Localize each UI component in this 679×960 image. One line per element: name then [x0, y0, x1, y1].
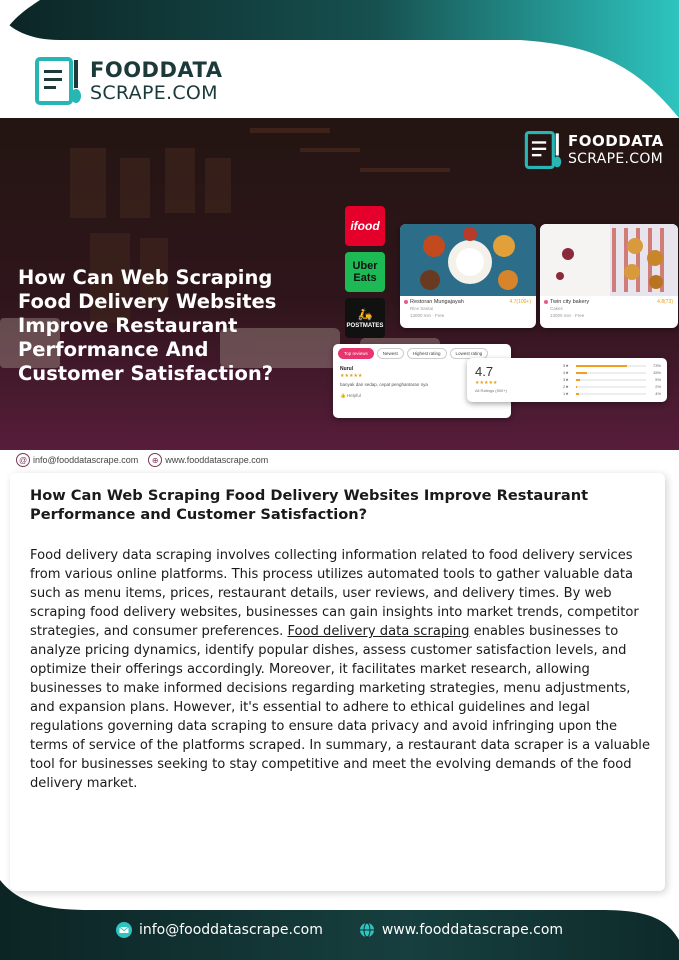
footer-website-text: www.fooddatascrape.com [381, 922, 564, 938]
rating-value: 4.7 [475, 364, 494, 379]
food-platter-image [400, 224, 536, 296]
hero-logo-line2: SCRAPE.COM [568, 151, 664, 167]
logo-wordmark-line1: FOODDATA [90, 57, 223, 82]
brand-logo[interactable] [34, 56, 222, 106]
article-body-part1: Food delivery data scraping involves collecting information related to food delivery services from various online platforms. This process utilizes automated tools to gather valuable data such as menu items, prices, restaurant details, user reviews, and delivery times. By web scraping food delivery websites, businesses can gain insights into market trends, competitor strategies, and consumer preferences. [30, 548, 639, 639]
rating-stars: ★★★★★ [475, 380, 498, 386]
rating-row-bar [576, 393, 646, 395]
restaurant-category: Cakes [550, 306, 563, 311]
rating-row-percent: 15% [652, 370, 661, 375]
rating-row-fill [576, 386, 577, 388]
rating-row-percent: 73% [652, 363, 661, 368]
footer-email[interactable] [116, 922, 323, 938]
review-stars: ★★★★★ [340, 373, 363, 379]
rating-row [563, 369, 661, 376]
article-body-part2: enables businesses to analyze pricing dynamics, identify popular dishes, assess customer satisfaction levels, and optimize their offerings accordingly. Moreover, it facilitates market research, allowing businesses to make informed decisions regarding marketing strategies, menu adjustments, and expansion plans. However, it's essential to adhere to ethical guidelines and legal regulations governing data scraping to ensure data privacy and avoid infringing upon the terms of service of the platforms scraped. In summary, a restaurant data scraper is a valuable tool for businesses seeking to stay competitive and meet the evolving demands of the food delivery market. [30, 624, 651, 791]
tab-newest: Newest [377, 348, 404, 359]
globe-icon [359, 922, 375, 938]
helpful-label: 👍 Helpful [340, 393, 361, 398]
postmates-logo [345, 298, 385, 338]
rating-row-percent: 2% [655, 384, 661, 389]
rating-row [563, 390, 661, 397]
footer-website[interactable] [359, 922, 563, 938]
bakery-image [540, 224, 678, 296]
rating-row-bar [576, 379, 646, 381]
rating-row-label: 3★ [563, 377, 569, 382]
ifood-logo: ifood [345, 206, 385, 246]
contact-email[interactable] [16, 453, 138, 467]
rating-summary-card [467, 358, 667, 402]
restaurant-meta: 13000 min · Free [410, 313, 445, 318]
rating-row [563, 383, 661, 390]
contact-strip [16, 453, 268, 467]
hero-banner [0, 118, 679, 450]
uber-eats-logo: Uber Eats [345, 252, 385, 292]
hero-title: How Can Web Scraping Food Delivery Websites Improve Restaurant Performance And Customer Satisfaction? [18, 266, 277, 385]
notepad-fork-icon [34, 56, 82, 106]
restaurant-card [400, 224, 536, 328]
contact-email-text: info@fooddatascrape.com [33, 455, 139, 465]
article-title: How Can Web Scraping Food Delivery Websites Improve Restaurant Performance and Customer Satisfaction? [30, 487, 589, 523]
envelope-icon [116, 922, 132, 938]
restaurant-rating: 4.8(73) [657, 299, 673, 305]
rating-distribution [563, 362, 661, 397]
article-body [30, 546, 650, 793]
footer-links [0, 922, 679, 938]
restaurant-card [540, 224, 678, 328]
food-delivery-scraping-link[interactable]: Food delivery data scraping [287, 624, 470, 639]
rating-row-bar [576, 365, 646, 367]
postmates-label: POSTMATES [346, 323, 384, 329]
contact-website-text: www.fooddatascrape.com [165, 455, 269, 465]
thumbs-up-icon: 👍 [340, 393, 346, 398]
rating-row-percent: 5% [655, 377, 661, 382]
rating-count: All Ratings (500+) [475, 388, 507, 393]
restaurant-category: Rice Santai [410, 306, 434, 311]
postmates-courier-icon: 🛵 [357, 307, 373, 321]
reviewer-name: Nurul [340, 366, 354, 372]
tab-top-reviews: Top reviews [338, 348, 374, 359]
restaurant-name: Twin city bakery 4.8(73) [540, 296, 678, 305]
rating-row-fill [576, 372, 587, 374]
rating-row-fill [576, 365, 627, 367]
contact-website[interactable] [148, 453, 268, 467]
restaurant-meta: 13000 min · Free [550, 313, 585, 318]
rating-row-fill [576, 393, 579, 395]
hero-logo-line1: FOODDATA [568, 132, 664, 150]
rating-row-label: 1★ [563, 391, 569, 396]
restaurant-name: Restoran Mungajayah 4.7(100+) [400, 296, 536, 305]
notepad-fork-icon [524, 130, 562, 170]
logo-wordmark-line2: SCRAPE.COM [90, 81, 218, 104]
rating-row-bar [576, 386, 646, 388]
rating-row-label: 5★ [563, 363, 569, 368]
globe-icon: ⊕ [148, 453, 162, 467]
tab-highest-rating: Highest rating [407, 348, 447, 359]
footer-email-text: info@fooddatascrape.com [138, 922, 323, 938]
rating-row-fill [576, 379, 580, 381]
rating-row-label: 4★ [563, 370, 569, 375]
article-card [10, 473, 665, 891]
rating-row-label: 2★ [563, 384, 569, 389]
footer-band [0, 880, 679, 960]
rating-row-bar [576, 372, 646, 374]
rating-row [563, 376, 661, 383]
rating-row [563, 362, 661, 369]
review-text: banyak dan sedap, cepat penghantaran nya [340, 382, 428, 387]
at-sign-icon: @ [16, 453, 30, 467]
restaurant-rating: 4.7(100+) [509, 299, 531, 305]
rating-row-percent: 4% [655, 391, 661, 396]
hero-brand-logo [524, 130, 664, 170]
tab-lowest-rating: Lowest rating [450, 348, 489, 359]
